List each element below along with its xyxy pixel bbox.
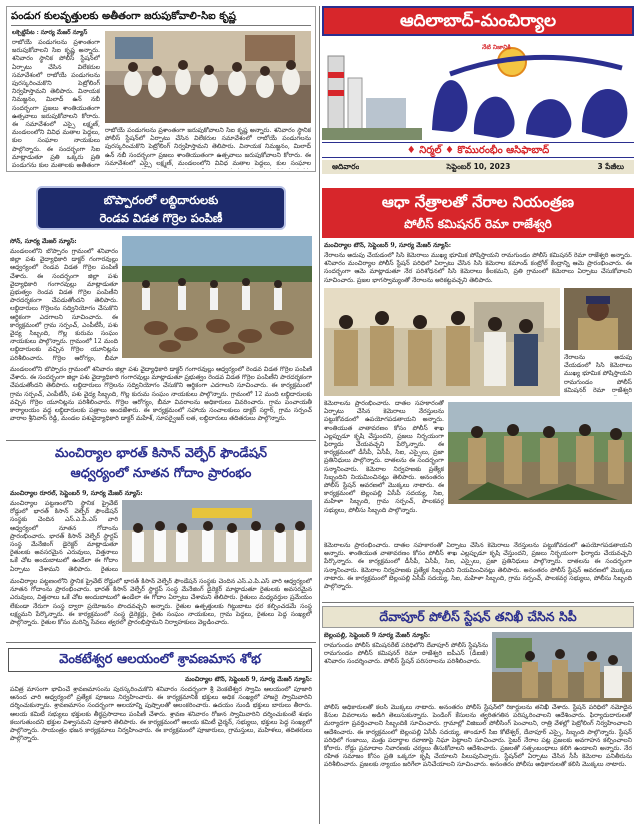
article-godown-dateline: మంచిర్యాల రూరల్, సెప్టెంబర్ 9, సూర్య మేజర్ న్యూస్: bbox=[10, 490, 143, 497]
article-cctv bbox=[322, 188, 634, 600]
article-cctv-body-2: కెమెరాలను ప్రారంభించారు. దాతల సహకారంతో ఏర్పాటు చేసిన కెమెరాలు నేరస్తులను పట్టుకోవడంలో ఉపయోగపడతాయని అన్నారు. శాంతియుత వాతావరణం కోసం పోలీస్ శాఖ ఎల్లప్పుడూ కృషి చేస్తుందని, ప్రజలు నిర్భయంగా ఫిర్యాదు చేయవచ్చని పేర్కొన్నారు. ఈ కార్యక్రమంలో డీసీపీ, ఏసీపీ, సిఐ, ఎస్సైలు, ప్రజా ప్రతినిధులు పాల్గొన్నారు. దాతలను ఈ సందర్భంగా సన్మానించారు. కెమెరాల నిర్వహణకు ప్రత్యేక సిబ్బందిని నియమించినట్లు తెలిపారు. అనంతరం పోలీస్ స్టేషన్ ఆవరణలో మొక్కలు నాటారు. ఈ కార్యక్రమంలో బెల్లంపల్లి ఏసీపీ సదయ్య, సిఐ, మహిళా సిబ్బంది, గ్రామ సర్పంచ్, పాలకవర్గ సభ్యులు, పోలీసు సిబ్బంది పాల్గొన్నారు. bbox=[324, 400, 444, 514]
article-cctv-headline-box bbox=[322, 188, 634, 238]
sheep-photo bbox=[122, 236, 312, 358]
article-godown-headline-2: ఆధ్వర్యంలో నూతన గోదాం ప్రారంభం bbox=[70, 466, 252, 481]
masthead-districts: ♦ నిర్మల్ ♦ కొమురంభీం ఆసిఫాబాద్ bbox=[406, 145, 550, 156]
cctv-inauguration-photo bbox=[324, 288, 560, 396]
masthead-date: సెప్టెంబర్ 10, 2023 bbox=[446, 161, 511, 171]
masthead-districts-bar bbox=[322, 142, 634, 158]
article-sheep-headline-2: రెండవ విడత గొర్రెల పంపిణీ bbox=[99, 211, 223, 225]
article-cctv-body-side: నేరాలను అదుపు చేయడంలో సిసి కెమెరాలు ముఖ్య భూమిక పోషిస్తాయని రామగుండం పోలీస్ కమిషనర్ రెమా రాజేశ్వరి bbox=[564, 354, 632, 394]
article-temple-dateline: మంచిర్యాల టౌన్, సెప్టెంబర్ 9, సూర్య మేజర్ న్యూస్: bbox=[184, 676, 312, 683]
article-devapur-headline: దేవాపూర్ పోలీస్ స్టేషన్ తనిఖీ చేసిన సిపీ bbox=[379, 609, 577, 624]
article-devapur-headline-box bbox=[322, 606, 634, 628]
article-godown-body: మంచిర్యాల పట్టణంలోని స్థానిక ప్రైవేట్ రోడ్డులో భారత్ కిసాన్ వెల్ఫేర్ ఫౌండేషన్ సంస్థకు చెందిన ఎస్.ఎ.పి.ఎస్ వారి ఆధ్వర్యంలో నూతన గోదాంను ప్రారంభించారు. భారత్ కిసాన్ వెల్ఫేర్ స్టార్టప్ సంస్థ మేనేజింగ్ డైరెక్టర్ మాట్లాడుతూ రైతులకు అవసరమైన ఎరువులు, విత్తనాలు ఒకే చోట అందుబాటులో ఉండేలా ఈ గోదాం ఏర్పాటు చేశామని తెలిపారు. రైతులు bbox=[10, 500, 118, 573]
article-sheep-body-wide: మండలంలోని బొప్పారం గ్రామంలో శనివారం జిల్లా పశు వైద్యాధికారి డాక్టర్ గంగారవుల్లు ఆధ్వర్యంలో రెండవ విడత గొర్రెల పంపిణీ చేశారు. ఈ సందర్భంగా జిల్లా పశు వైద్యాధికారి గంగారవుల్లు మాట్లాడుతూ ప్రభుత్వం రెండవ విడత గొర్రెల పంపిణీని పారదర్శకంగా చేపడుతోందని తెలిపారు. లబ్ధిదారులు గొర్రెలను సద్వినియోగం చేసుకొని ఆర్థికంగా ఎదగాలని సూచించారు. ఈ కార్యక్రమంలో గ్రామ సర్పంచ్, ఎంపీటీసీ, పశు వైద్య సిబ్బంది, గొల్ల కురుమ సంఘం నాయకులు పాల్గొన్నారు. గ్రామంలో 12 మంది లబ్ధిదారులకు వచ్చిన గొర్రెల యూనిట్లను పరిశీలించారు. గొర్రెల ఆరోగ్యం, బీమా వివరాలను అధికారులు వివరించారు. గ్రామ పంచాయతీ కార్యాలయం వద్ద లబ్ధిదారులకు పత్రాలు అందజేశారు. ఈ కార్యక్రమంలో సహాయ సంచాలకులు డాక్టర్ సర్దార్, గ్రామ సర్పంచ్ వారాల శ్రీనివాస్ రెడ్డి, మండల పశువైద్యాధికారి డాక్టర్ మహేశ్, సూపర్వైజర్ లత, లబ్ధిదారులు తదితరులు పాల్గొన్నారు. bbox=[10, 366, 312, 423]
article-sheep-body: మండలంలోని బొప్పారం గ్రామంలో శనివారం జిల్లా పశు వైద్యాధికారి డాక్టర్ గంగారవుల్లు ఆధ్వర్యంలో రెండవ విడత గొర్రెల పంపిణీ చేశారు. ఈ సందర్భంగా జిల్లా పశు వైద్యాధికారి గంగారవుల్లు మాట్లాడుతూ ప్రభుత్వం రెండవ విడత గొర్రెల పంపిణీని పారదర్శకంగా చేపడుతోందని తెలిపారు. లబ్ధిదారులు గొర్రెలను సద్వినియోగం చేసుకొని ఆర్థికంగా ఎదగాలని సూచించారు. ఈ కార్యక్రమంలో గ్రామ సర్పంచ్, ఎంపీటీసీ, పశు వైద్య సిబ్బంది, గొల్ల కురుమ సంఘం నాయకులు పాల్గొన్నారు. గ్రామంలో 12 మంది లబ్ధిదారులకు వచ్చిన గొర్రెల యూనిట్లను పరిశీలించారు. గొర్రెల ఆరోగ్యం, బీమా bbox=[10, 248, 118, 362]
masthead-logo bbox=[322, 38, 634, 140]
article-godown-body-wide: మంచిర్యాల పట్టణంలోని స్థానిక ప్రైవేట్ రోడ్డులో భారత్ కిసాన్ వెల్ఫేర్ ఫౌండేషన్ సంస్థకు చెందిన ఎస్.ఎ.పి.ఎస్ వారి ఆధ్వర్యంలో నూతన గోదాంను ప్రారంభించారు. భారత్ కిసాన్ వెల్ఫేర్ స్టార్టప్ సంస్థ మేనేజింగ్ డైరెక్టర్ మాట్లాడుతూ రైతులకు అవసరమైన ఎరువులు, విత్తనాలు ఒకే చోట అందుబాటులో ఉండేలా ఈ గోదాం ఏర్పాటు చేశామని తెలిపారు. రైతులు మధ్యవర్తుల ప్రమేయం లేకుండా నేరుగా సంస్థ ద్వారా ప్రయోజనం పొందవచ్చని అన్నారు. రైతుల ఉత్పత్తులకు గిట్టుబాటు ధర కల్పించడమే సంస్థ లక్ష్యమని పేర్కొన్నారు. ఈ కార్యక్రమంలో సంస్థ డైరెక్టర్లు, రైతు సంఘం నాయకులు, గ్రామ పెద్దలు, రైతులు పెద్ద సంఖ్యలో పాల్గొన్నారు. రైతుల కోసం మరిన్ని సేవలు త్వరలో ప్రారంభిస్తామని నిర్వాహకులు వెల్లడించారు. bbox=[10, 578, 312, 627]
article-sheep bbox=[6, 184, 316, 438]
article-cctv-body-1: నేరాలను అదుపు చేయడంలో సిసి కెమెరాలు ముఖ్య భూమిక పోషిస్తాయని రామగుండం పోలీస్ కమిషనర్ రెమా రాజేశ్వరి అన్నారు. శనివారం మంచిర్యాల పోలీస్ స్టేషన్ పరిధిలో ఏర్పాటు చేసిన సిసి కెమెరాల కమాండ్ కంట్రోల్ కేంద్రాన్ని ఆమె ప్రారంభించారు. ఈ సందర్భంగా ఆమె మాట్లాడుతూ నేర పరిశోధనలో సిసి కెమెరాలు కీలకమని, ప్రతి గ్రామంలో కెమెరాలు ఏర్పాటు చేసుకోవాలని సూచించారు. ప్రజల భాగస్వామ్యంతో నేరాలను అరికట్టవచ్చని తెలిపారు. bbox=[324, 252, 632, 284]
article-festival-headline: పండుగ కులవృత్తులకు అతీతంగా జరుపుకోవాలి-సిఐ కృష్ణ bbox=[11, 11, 236, 22]
article-temple bbox=[6, 646, 316, 824]
article-godown bbox=[6, 444, 316, 640]
article-festival bbox=[6, 6, 316, 172]
masthead-tagline: నేటి నిజానికి bbox=[482, 44, 511, 51]
station-inspection-photo bbox=[492, 632, 632, 702]
article-godown-headline-1: మంచిర్యాల భారత్ కిసాన్ వెల్ఫేర్ ఫౌండేషన్ bbox=[55, 446, 267, 461]
article-cctv-headline-2: పోలీస్ కమిషనర్ రెమా రాజేశ్వరి bbox=[404, 217, 552, 231]
article-devapur-body-1: రామగుండం పోలీస్ కమిషనరేట్ పరిధిలోని దేవాపూర్ పోలీస్ స్టేషన్‌ను రామగుండం పోలీస్ కమిషనర్ రెమా రాజేశ్వరి ఐపీఎస్ (డీఐజీ) శనివారం సందర్శించారు. పోలీస్ స్టేషన్ పరిసరాలను పరిశీలించారు. bbox=[324, 642, 488, 666]
masthead-date-bar bbox=[322, 160, 634, 174]
article-temple-headline: వెంకటేశ్వర ఆలయంలో శ్రావణమాస శోభ bbox=[59, 652, 261, 667]
article-cctv-headline-1: ఆధా నేత్రాలతో నేరాల నియంత్రణ bbox=[381, 193, 575, 211]
meeting-photo bbox=[105, 31, 311, 123]
article-cctv-body-3: కెమెరాలను ప్రారంభించారు. దాతల సహకారంతో ఏర్పాటు చేసిన కెమెరాలు నేరస్తులను పట్టుకోవడంలో ఉపయోగపడతాయని అన్నారు. శాంతియుత వాతావరణం కోసం పోలీస్ శాఖ ఎల్లప్పుడూ కృషి చేస్తుందని, ప్రజలు నిర్భయంగా ఫిర్యాదు చేయవచ్చని పేర్కొన్నారు. ఈ కార్యక్రమంలో డీసీపీ, ఏసీపీ, సిఐ, ఎస్సైలు, ప్రజా ప్రతినిధులు పాల్గొన్నారు. దాతలను ఈ సందర్భంగా సన్మానించారు. కెమెరాల నిర్వహణకు ప్రత్యేక సిబ్బందిని నియమించినట్లు తెలిపారు. అనంతరం పోలీస్ స్టేషన్ ఆవరణలో మొక్కలు నాటారు. ఈ కార్యక్రమంలో బెల్లంపల్లి ఏసీపీ సదయ్య, సిఐ, మహిళా సిబ్బంది, గ్రామ సర్పంచ్, పాలకవర్గ సభ్యులు, పోలీసు సిబ్బంది పాల్గొన్నారు. bbox=[324, 542, 632, 591]
masthead-district-line: ఆదిలాబాద్-మంచిర్యాల bbox=[399, 11, 557, 31]
masthead-day: ఆదివారం bbox=[332, 161, 360, 171]
masthead bbox=[322, 6, 634, 184]
article-sheep-dateline: సోన్, సూర్య మేజర్ న్యూస్: bbox=[10, 238, 77, 245]
masthead-district-banner bbox=[322, 6, 634, 36]
article-festival-dateline: లక్సెట్టిపేట : సూర్య మేజర్ న్యూస్ bbox=[12, 30, 88, 36]
article-temple-body: పవిత్ర మాసంగా భావించే శ్రావణమాసంను పురస్కరించుకొని శనివారం సందర్భంగా శ్రీ వెంకటేశ్వర స్వామి ఆలయంలో పూజారి ఆనంద చారి ఆధ్వర్యంలో ప్రత్యేక పూజలు నిర్వహించారు. ఈ కార్యక్రమానికి భక్తులు అధిక సంఖ్యలో హాజరై స్వామివారిని దర్శించుకున్నారు. శ్రావణమాసం సందర్భంగా ఆలయాన్ని పుష్పాలతో అలంకరించారు. ఉదయం నుండి భక్తులు బారులు తీరారు. ఆలయ కమిటీ సభ్యులు భక్తులకు తీర్థప్రసాదాలు పంపిణీ చేశారు. శ్రావణ శనివారం రోజున స్వామివారిని దర్శించుకుంటే శుభం కలుగుతుందని భక్తుల విశ్వాసమని పూజారి తెలిపారు. ఈ కార్యక్రమంలో ఆలయ కమిటీ చైర్మన్, సభ్యులు, భక్తులు పెద్ద సంఖ్యలో పాల్గొన్నారు. సాయంత్రం భజన కార్యక్రమాలు నిర్వహించారు. ఈ కార్యక్రమంలో పూజారులు, గ్రామస్తులు, మహిళలు, తదితరులు పాల్గొన్నారు. bbox=[10, 686, 312, 743]
commissioner-portrait bbox=[564, 288, 632, 350]
article-devapur bbox=[322, 606, 634, 824]
plantation-photo bbox=[448, 402, 632, 504]
article-temple-headline-box bbox=[8, 648, 312, 672]
article-sheep-headline-box bbox=[36, 186, 286, 230]
article-festival-body-wide: రాబోయే పండుగలను ప్రశాంతంగా జరుపుకోవాలని సిఐ కృష్ణ అన్నారు. శనివారం స్థానిక పోలీస్ స్టేషన్‌లో ఏర్పాటు చేసిన విలేకరుల సమావేశంలో రాబోయే పండుగలను పురస్కరించుకొని పెట్రోలింగ్ నిర్వహిస్తామని తెలిపారు. వినాయక నిమజ్జనం, మిలాద్ ఉన్ నబీ సందర్భంగా ప్రజలు శాంతియుతంగా ఉత్సవాలు జరుపుకోవాలని కోరారు. ఈ సమావేశంలో ఎస్సై లక్ష్మణ్, మండలంలోని వివిధ మతాల పెద్దలు, కుల సంఘాల bbox=[105, 127, 311, 167]
article-sheep-headline-1: బొప్పారంలో లబ్ధిదారులకు bbox=[103, 193, 219, 207]
godown-photo bbox=[122, 500, 312, 572]
masthead-pages: 3 పేజీలు bbox=[597, 161, 624, 171]
article-devapur-body-2: పోలీస్ అధికారులతో కలసి మొక్కలు నాటారు. అనంతరం పోలీస్ స్టేషన్‌లో రికార్డులను తనిఖీ చేశారు. స్టేషన్ పరిధిలో నమోదైన కేసుల వివరాలను అడిగి తెలుసుకున్నారు. పెండింగ్ కేసులను త్వరితగతిన పరిష్కరించాలని ఆదేశించారు. ఫిర్యాదుదారులతో మర్యాదగా ప్రవర్తించాలని సిబ్బందికి సూచించారు. గ్రామాల్లో విజిబుల్ పోలీసింగ్ పెంచాలని, రాత్రి వేళల్లో పెట్రోలింగ్ నిర్వహించాలని ఆదేశించారు. ఈ కార్యక్రమంలో బెల్లంపల్లి ఏసీపీ సదయ్య, తాండూర్ సిఐ కోటేశ్వర్, దేవాపూర్ ఎస్సై, సిబ్బంది పాల్గొన్నారు. స్టేషన్ పరిధిలో గంజాయి, మత్తు పదార్థాల రవాణాపై నిఘా పెట్టాలని సూచించారు. సైబర్ నేరాల పట్ల ప్రజలకు అవగాహన కల్పించాలని కోరారు. రోడ్డు ప్రమాదాల నివారణకు చర్యలు తీసుకోవాలని ఆదేశించారు. ప్రజలతో సత్సంబంధాలు కలిగి ఉండాలని అన్నారు. నేర రహిత సమాజం కోసం ప్రతి ఒక్కరూ కృషి చేయాలని పిలుపునిచ్చారు. స్టేషన్‌లో ఏర్పాటు చేసిన సీసీ కెమెరాల పనితీరును పరిశీలించారు. ప్రజలకు న్యాయం జరిగేలా పనిచేయాలని సూచించారు. అనంతరం పోలీసు అధికారులతో కలిసి మొక్కలు నాటారు. bbox=[324, 704, 632, 769]
article-devapur-dateline: బెల్లంపల్లి, సెప్టెంబర్ 9 సూర్య మేజర్ న్యూస్: bbox=[324, 632, 431, 639]
article-festival-body: రాబోయే పండుగలను ప్రశాంతంగా జరుపుకోవాలని సిఐ కృష్ణ అన్నారు. శనివారం స్థానిక పోలీస్ స్టేషన్‌లో ఏర్పాటు చేసిన విలేకరుల సమావేశంలో రాబోయే పండుగలను పురస్కరించుకొని పెట్రోలింగ్ నిర్వహిస్తామని తెలిపారు. వినాయక నిమజ్జనం, మిలాద్ ఉన్ నబీ సందర్భంగా ప్రజలు శాంతియుతంగా ఉత్సవాలు జరుపుకోవాలని కోరారు. ఈ సమావేశంలో ఎస్సై లక్ష్మణ్, మండలంలోని వివిధ మతాల పెద్దలు, కుల సంఘాల నాయకులు పాల్గొన్నారు. ఈ సందర్భంగా సిఐ మాట్లాడుతూ ప్రతి ఒక్కరు ప్రతి పండుగను కుల మతాలకు అతీతంగా bbox=[12, 39, 100, 169]
article-cctv-dateline: మంచిర్యాల టౌన్, సెప్టెంబర్ 9, సూర్య మేజర్ న్యూస్: bbox=[324, 242, 452, 249]
